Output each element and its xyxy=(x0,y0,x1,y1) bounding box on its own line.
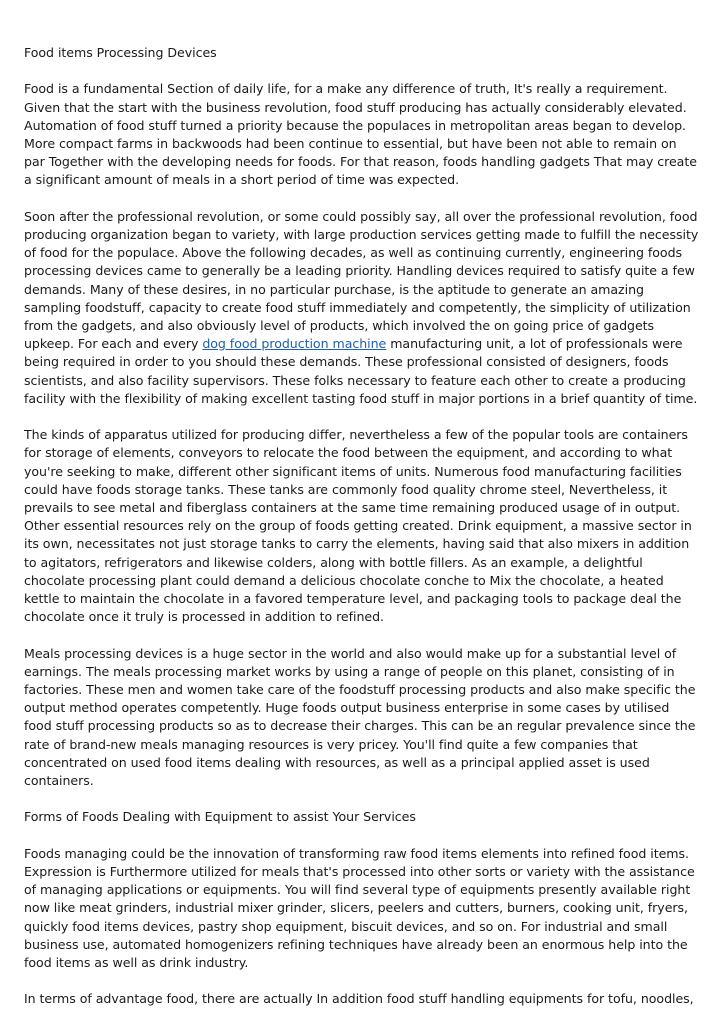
paragraph-2-text-before: Soon after the professional revolution, or some could possibly say, all over the professional revolution, food producing organization began to variety, with large production services getting made to fulfill the necessity of food for the populace. Above the following decades, as well as continuing currently, engineering foods processing devices came to generally be a leading priority. Handling devices required to satisfy quite a few demands. Many of these desires, in no particular purchase, is the aptitude to generate an amazing sampling foodstuff, capacity to create food stuff immediately and competently, the simplicity of utilization from the gadgets, and also obviously level of products, which involved the on going price of gadgets upkeep. For each and every xyxy=(24,208,699,352)
paragraph-6: In terms of advantage food, there are actually In addition food stuff handling equipments for tofu, noodles, xyxy=(24,991,694,1007)
paragraph-5: Foods managing could be the innovation of transforming raw food items elements into refined food items. Expression is Furthermore utilized for meals that's processed into other sorts or variety with the assistance of managing applications or equipments. You will find several type of equipments presently available right now like meat grinders, industrial mixer grinder, slicers, peelers and cutters, burners, cooking unit, fryers, quickly food items devices, pastry shop equipment, biscuit devices, and so on. For industrial and small business use, automated homogenizers refining techniques have already been an enormous help into the food items as well as drink industry. xyxy=(24,845,695,971)
article xyxy=(24,44,700,1027)
paragraph-2-text-after: manufacturing unit, a lot of professionals were being required in order to you should these demands. These professional consisted of designers, foods scientists, and also facility supervisors. These folks necessary to feature each other to create a producing facility with the flexibility of making excellent tasting food stuff in major portions in a brief quantity of time. xyxy=(24,336,698,406)
paragraph-3: The kinds of apparatus utilized for producing differ, nevertheless a few of the popular tools are containers for storage of elements, conveyors to relocate the food between the equipment, and according to what you're seeking to make, different other significant items of units. Numerous food manufacturing facilities could have foods storage tanks. These tanks are commonly food quality chrome steel, Nevertheless, it prevails to see metal and fiberglass containers at the same time remaining produced usage of in output. Other essential resources rely on the group of foods getting created. Drink equipment, a massive sector in its own, necessitates not just storage tanks to carry the elements, having said that also mixers in addition to agitators, refrigerators and likewise colders, along with bottle fillers. As an example, a delightful chocolate processing plant could demand a delicious chocolate conche to Mix the chocolate, a heated kettle to maintain the chocolate in a favored temperature level, and packaging tools to package deal the chocolate once it truly is processed in addition to refined. xyxy=(24,427,692,625)
page-title: Food items Processing Devices xyxy=(24,45,217,60)
paragraph-4: Meals processing devices is a huge sector in the world and also would make up for a substantial level of earnings. The meals processing market works by using a range of people on this planet, consisting of in factories. These men and women take care of the foodstuff processing products and also make specific the output method operates competently. Huge foods output business enterprise in some cases by utilised food stuff processing products so as to decrease their charges. This can be an regular prevalence since the rate of brand-new meals managing resources is very pricey. You'll find quite a few companies that concentrated on used food items dealing with resources, as well as a principal applied asset is used containers. xyxy=(24,645,696,789)
paragraph-1: Food is a fundamental Section of daily life, for a make any difference of truth, It's really a requirement. Given that the start with the business revolution, food stuff producing has actually considerably elevated. Automation of food stuff turned a priority because the populaces in metropolitan areas began to develop. More compact farms in backwoods had been continue to essential, but have been not able to remain on par Together with the developing needs for foods. For that reason, foods handling gadgets That may create a significant amount of meals in a short period of time was expected. xyxy=(24,81,697,188)
paragraph-2 xyxy=(24,208,700,408)
dog-food-production-machine-link[interactable]: dog food production machine xyxy=(202,336,387,352)
section-subheading: Forms of Foods Dealing with Equipment to assist Your Services xyxy=(24,809,416,825)
